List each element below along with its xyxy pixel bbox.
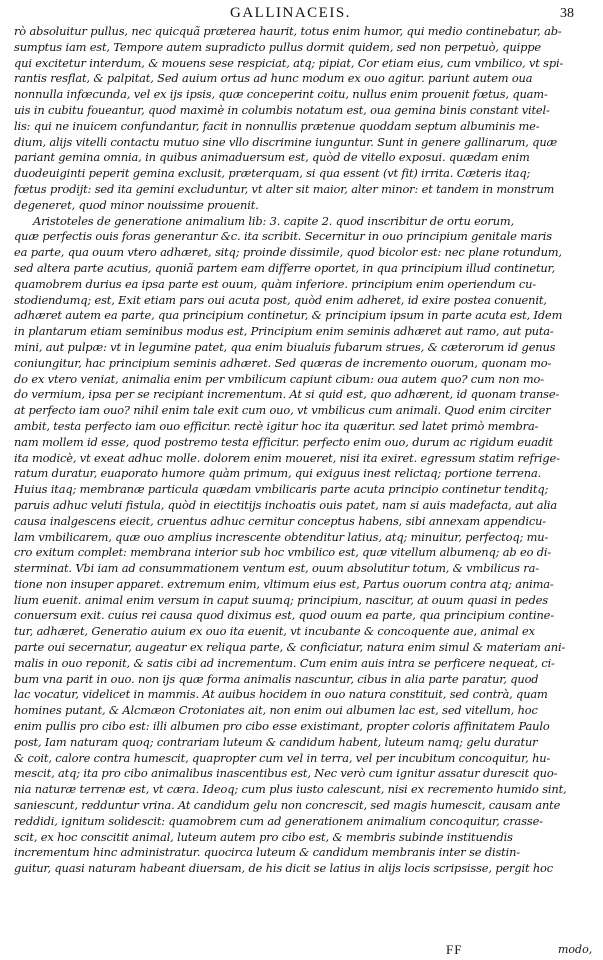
- text-line: guitur, quasi naturam habeant diuersam, de his dicit se latius in alijs locis scripsisse, pergit hoc: [14, 861, 553, 876]
- text-line: Huius itaq; membranæ particula quædam vmbilicaris parte acuta principio continetur tenditq;: [14, 482, 549, 497]
- text-line: do ex vtero veniat, animalia enim per vmbilicum capiunt cibum: oua autem quo? cum non mo-: [14, 371, 544, 386]
- text-line: Aristoteles de generatione animalium lib: 3. capite 2. quod inscribitur de ortu eorum,: [33, 213, 514, 228]
- text-line: sed altera parte acutius, quoniã partem eam differre oportet, in qua principium illud continetur,: [14, 260, 556, 275]
- text-line: lam vmbilicarem, quæ ouo amplius increscente obtenditur latius, atq; minuitur, perfectoq; mu-: [14, 529, 549, 544]
- text-line: conuersum exit. cuius rei causa quod diximus est, quod ouum ea parte, qua principium contine-: [14, 608, 554, 623]
- text-line: lac vocatur, videlicet in mammis. At auibus hocidem in ouo natura constituit, sed contrà, quam: [14, 687, 548, 702]
- running-head: [0, 5, 603, 25]
- text-line: nonnulla infœcunda, vel ex ijs ipsis, quæ conceperint coitu, nullus enim prouenit fœtus, quam-: [14, 87, 548, 102]
- text-line: qui excitetur interdum, & mouens sese respiciat, atq; pipiat, Cor etiam eius, cum vmbilico, vt spi-: [14, 55, 564, 70]
- text-line: lium euenit. animal enim versum in caput suumq; principium, nascitur, at ouum quasi in pedes: [14, 592, 548, 607]
- running-title: GALLINACEIS.: [230, 5, 351, 21]
- text-line: incrementum hinc administratur. quocirca luteum & candidum membranis inter se distin-: [14, 845, 520, 860]
- text-line: do vermium, ipsa per se recipiant incrementum. At si quid est, quo adhærent, id quonam transe-: [14, 387, 560, 402]
- text-line: sterminat. Vbi iam ad consummationem ventum est, ouum absolutitur totum, & vmbilicus ra-: [14, 561, 539, 576]
- text-line: nam mollem id esse, quod postremo testa efficitur. perfecto enim ouo, durum ac rigidum euadit: [14, 434, 553, 449]
- text-line: mini, aut pulpæ: vt in legumine patet, qua enim biualuis fubarum strues, & cæterorum id genus: [14, 339, 556, 354]
- text-line: in plantarum etiam seminibus modus est, Principium enim seminis adhæret aut ramo, aut puta-: [14, 324, 554, 339]
- text-line: uis in cubitu foueantur, quod maximè in columbis notatum est, oua gemina binis constant vitel-: [14, 102, 550, 117]
- text-line: scit, ex hoc conscitit animal, luteum autem pro cibo est, & membris subinde instituendis: [14, 829, 513, 844]
- text-line: lis: qui ne inuicem confundantur, facit in nonnullis prætenue quoddam septum albuminis me-: [14, 118, 540, 133]
- text-line: enim pullis pro cibo est: illi albumen pro cibo esse existimant, propter coloris affinitatem Paulo: [14, 719, 550, 734]
- text-line: pariant gemina omnia, in quibus animaduersum est, quòd de vitello exposui. quædam enim: [14, 150, 530, 165]
- text-line: bum vna parit in ouo. non ijs quæ forma animalis nascuntur, cibus in alia parte paratur, quod: [14, 671, 539, 686]
- text-line: adhæret autem ea parte, qua principium continetur, & principium ipsum in parte acuta est, Idem: [14, 308, 563, 323]
- text-line: rò absoluitur pullus, nec quicquã præterea haurit, totus enim humor, qui medio continebatur, ab-: [14, 24, 562, 38]
- text-line: sumptus iam est, Tempore autem supradicto pullus dormit quidem, sed non perpetuò, quippe: [14, 39, 541, 54]
- text-line: ambit, testa perfecto iam ouo efficitur. rectè igitur hoc ita quæritur. sed latet primò membra-: [14, 418, 539, 433]
- text-line: saniescunt, redduntur vrina. At candidum gelu non concrescit, sed magis humescit, causam ante: [14, 798, 561, 813]
- text-line: duodeuiginti peperit gemina exclusit, præterquam, si qua essent (vt fit) irrita. Cæteris itaq;: [14, 166, 531, 181]
- page-number: 38: [560, 6, 574, 21]
- text-line: cro exitum complet: membrana interior sub hoc vmbilico est, quæ vitellum albumenq; ab eo di-: [14, 545, 552, 560]
- text-line: stodiendumq; est, Exit etiam pars oui acuta post, quòd enim adheret, id exire postea conuenit,: [14, 292, 547, 307]
- text-line: quamobrem durius ea ipsa parte est ouum, quàm inferiore. principium enim operiendum cu-: [14, 276, 537, 291]
- text-line: quæ perfectis ouis foras generantur &c. ita scribit. Secernitur in ouo principium genitale maris: [14, 229, 552, 244]
- text-line: coniungitur, hac principium seminis adhæret. Sed quæras de incremento ouorum, quonam mo-: [14, 355, 552, 370]
- text-line: nia naturæ terrenæ est, vt cæra. Ideoq; cum plus iusto calescunt, nisi ex recremento humido sint,: [14, 782, 567, 797]
- text-line: at perfecto iam ouo? nihil enim tale exit cum ouo, vt vmbilicus cum animali. Quod enim circiter: [14, 403, 551, 418]
- text-line: post, Iam naturam quoq; contrariam luteum & candidum habent, luteum namq; gelu duratur: [14, 734, 538, 749]
- text-line: mescit, atq; ita pro cibo animalibus inascentibus est, Nec verò cum ignitur assatur durescit quo-: [14, 766, 558, 781]
- text-line: homines putant, & Alcmæon Crotoniates ait, non enim oui albumen lac est, sed vitellum, hoc: [14, 703, 538, 718]
- catchword: modo,: [558, 943, 593, 956]
- signature-mark: FF: [446, 942, 463, 957]
- text-line: rantis resflat, & palpitat, Sed auium ortus ad hunc modum ex ouo agitur. pariunt autem oua: [14, 71, 533, 86]
- body-text: [14, 24, 598, 877]
- text-line: tur, adhæret, Generatio auium ex ouo ita euenit, vt incubante & concoquente aue, animal ex: [14, 624, 535, 639]
- text-line: malis in ouo reponit, & satis cibi ad incrementum. Cum enim auis intra se perficere nequeat, ci-: [14, 655, 555, 670]
- text-line: ratum duratur, euaporato humore quàm primum, qui exiguus inest relictaq; portione terrena.: [14, 466, 542, 481]
- text-line: & coit, calore contra humescit, quapropter cum vel in terra, vel per incubitum concoquitur, hu-: [14, 750, 551, 765]
- text-line: causa inalgescens eiecit, cruentus adhuc cernitur conceptus habens, sibi annexam appendicu-: [14, 513, 546, 528]
- text-line: tione non insuper apparet. extremum enim, vltimum eius est, Partus ouorum contra atq; anima-: [14, 576, 554, 591]
- text-line: ita modicè, vt exeat adhuc molle. dolorem enim moueret, nisi ita exiret. egressum statim refrige-: [14, 450, 560, 465]
- text-line: ea parte, qua ouum vtero adhæret, sitq; proinde dissimile, quod bicolor est: nec plane rotundum,: [14, 245, 562, 260]
- text-line: degeneret, quod minor nouissime prouenit.: [14, 197, 259, 212]
- text-line: paruis adhuc veluti fistula, quòd in eiectitijs inchoatis ouis patet, nam si auis madefacta, aut alia: [14, 497, 558, 512]
- text-line: fœtus prodijt: sed ita gemini excluduntur, vt alter sit maior, alter minor: et tandem in monstrum: [14, 181, 555, 196]
- text-line: dium, alijs vitelli contactu mutuo sine vllo discrimine iunguntur. Sunt in genere gallinarum, quæ: [14, 134, 558, 149]
- text-line: reddidi, ignitum solidescit: quamobrem cum ad generationem animalium concoquitur, crasse-: [14, 813, 543, 828]
- text-line: parte oui secernatur, augeatur ex reliqua parte, & conficiatur, natura enim simul & materiam ani-: [14, 640, 566, 655]
